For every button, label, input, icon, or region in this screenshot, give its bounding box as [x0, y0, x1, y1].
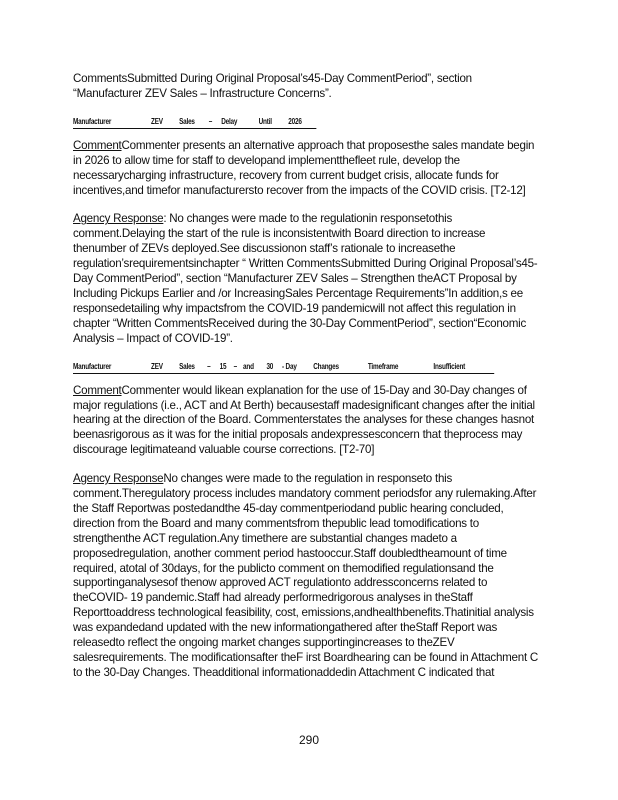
agency-response-paragraph [73, 472, 541, 681]
heading-word: Insufficient [433, 361, 466, 371]
heading-word: – [207, 361, 211, 371]
comment-paragraph [73, 139, 541, 199]
heading-word: ZEV [151, 116, 163, 126]
heading-word: Sales [179, 116, 195, 126]
agency-response-text: No changes were made to the regulation in responseto this comment.Theregulatory process includes mandatory comment periodsfor any rulemaking.After the Staff Reportwas postedandthe 45-day commentperiodand public hearing concluded, direction from the Board and many commentsfrom thepublic lead tomodifications to strengthenthe ACT regulation.Any timethere are substantial changes madeto a proposedregulation, another comment period hastooccur.Staff doubledtheamount of time required, atotal of 30days, for the publicto comment on themodified regulationsand the supportinganalysesof thenow approved ACT regulationto addressconcerns related to theCOVID- 19 pandemic.Staff had already performedrigorous analyses in theStaff Reporttoaddress technological feasibility, cost, emissions,andhealthbenefits.Thatinitial analysis was expandedand updated with the new informationgathered after theStaff Report was releasedto reflect the ongoing market changes supportingincreases to theZEV salesrequirements. The modificationsafter theF irst Boardhearing can be found in Attachment C to the 30-Day Changes. Theadditional informationaddedin Attachment C indicated that [73, 472, 539, 679]
agency-response-paragraph [73, 212, 541, 346]
comment-paragraph [73, 384, 541, 459]
heading-word: Sales [179, 361, 195, 371]
heading-word: ZEV [151, 361, 163, 371]
heading-word: Manufacturer [73, 361, 112, 371]
section-heading-timeframe-insufficient [73, 361, 494, 374]
agency-response-label: Agency Response [73, 212, 164, 226]
heading-word: Until [258, 116, 272, 126]
intro-paragraph: CommentsSubmitted During Original Proposal’s45-Day CommentPeriod”, section “Manufacturer ZEV Sales – Infrastructure Concerns”. [73, 72, 472, 100]
section-heading-delay-until-2026 [73, 116, 316, 129]
page-number: 290 [298, 733, 320, 747]
heading-word: 30 [266, 361, 274, 371]
heading-word: – [233, 361, 238, 371]
agency-response-label: Agency Response [73, 472, 164, 486]
page-content [73, 72, 541, 681]
heading-word: 2026 [288, 116, 302, 126]
heading-word: 15 [219, 361, 227, 371]
heading-word: Manufacturer [73, 116, 112, 126]
heading-word: Changes [313, 361, 339, 371]
comment-label: Comment [73, 138, 122, 152]
comment-text: Commenter presents an alternative approach that proposesthe sales mandate begin in 2026 to allow time for staff to developand implementthefleet rule, develop the necessarycharging infrastructure, recovery from current budget crisis, allocate funds for incentives,and timefor manufacturersto recover from the impacts of the COVID crisis. [T2-12] [73, 138, 535, 197]
comment-label: Comment [73, 383, 122, 397]
comment-text: Commenter would likean explanation for the use of 15-Day and 30-Day changes of major regulations (i.e., ACT and At Berth) becausestaff madesignificant changes after the initial hearing at the direction of the Board. Commenterstates the analyses for these changes hasnot beenasrigorous as it was for the initial proposals andexpressesconcern that theprocess may discourage legitimateand valuable course corrections. [T2-70] [73, 383, 535, 457]
heading-word: Delay [221, 116, 238, 126]
heading-word: - Day [282, 361, 297, 371]
agency-response-text: : No changes were made to the regulationin responsetothis comment.Delaying the start of the rule is inconsistentwith Board direction to increase thenumber of ZEVs deployed.See discussionon staff’s rationale to increasethe regulation’srequirementsinchapter “ Written CommentsSubmitted During Original Proposal’s45-Day CommentPeriod”, section “Manufacturer ZEV Sales – Strengthen theACT Proposal by Including Pickups Earlier and /or IncreasingSales Percentage Requirements”In addition,s ee responsedetailing why impactsfrom the COVID-19 pandemicwill not affect this regulation in chapter “Written CommentsReceived during the 30-Day CommentPeriod”, section“Economic Analysis – Impact of COVID-19”. [73, 212, 538, 345]
heading-word: Timeframe [367, 361, 399, 371]
heading-word: – [208, 116, 213, 126]
heading-word: and [243, 361, 254, 371]
